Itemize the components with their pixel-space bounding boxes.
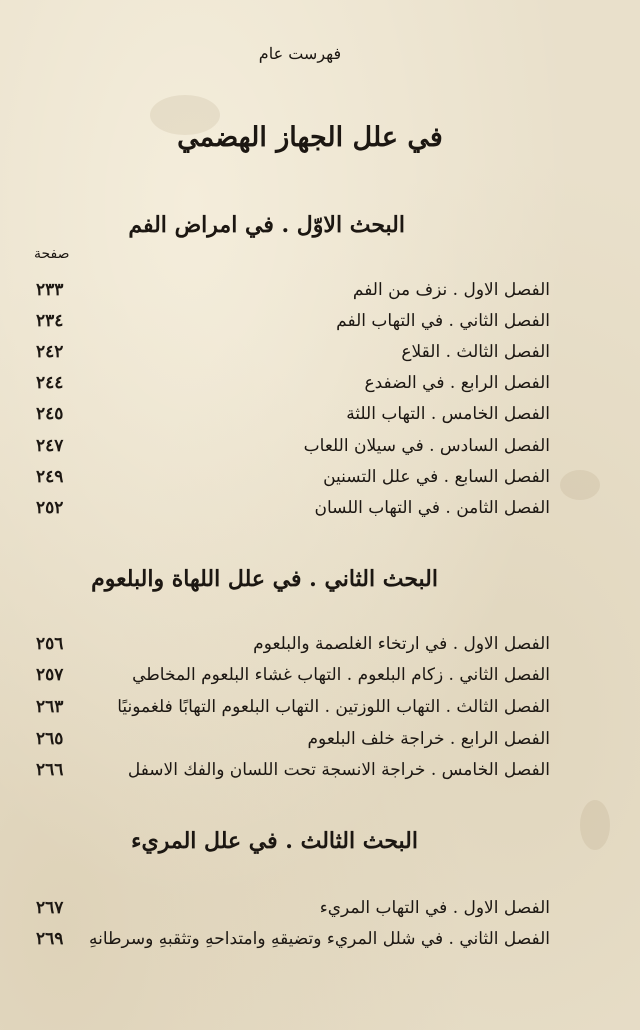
toc-entry-page: ٢٤٧ <box>36 436 64 456</box>
toc-entry-page: ٢٤٢ <box>36 342 64 362</box>
toc-row <box>0 280 640 310</box>
toc-entry-page: ٢٦٥ <box>36 729 64 749</box>
toc-row <box>0 665 640 695</box>
toc-entry-page: ٢٦٣ <box>36 697 64 717</box>
toc-entry-page: ٢٤٥ <box>36 404 64 424</box>
toc-row <box>0 373 640 403</box>
toc-row <box>0 311 640 341</box>
toc-entry-title: الفصل الاول . في التهاب المريء <box>319 898 550 918</box>
toc-entry-title: الفصل الثالث . القلاع <box>401 342 550 362</box>
toc-entry-title: الفصل الخامس . خراجة الانسجة تحت اللسان والفك الاسفل <box>127 760 550 780</box>
toc-entry-title: الفصل الثامن . في التهاب اللسان <box>314 498 550 518</box>
toc-entry-page: ٢٦٩ <box>36 929 64 949</box>
running-head: فهرست عام <box>258 44 342 63</box>
toc-row <box>0 929 640 959</box>
toc-entry-title: الفصل الاول . في ارتخاء الغلصمة والبلعوم <box>253 634 550 654</box>
toc-entry-title: الفصل السابع . في علل التسنين <box>323 467 550 487</box>
toc-entry-page: ٢٦٧ <box>36 898 64 918</box>
toc-entry-title: الفصل السادس . في سيلان اللعاب <box>303 436 550 456</box>
toc-entry-page: ٢٥٢ <box>36 498 64 518</box>
toc-entry-title: الفصل الخامس . التهاب اللثة <box>346 404 550 424</box>
toc-entry-page: ٢٤٩ <box>36 467 64 487</box>
toc-entry-page: ٢٤٤ <box>36 373 64 393</box>
section-title-2: البحث الثاني . في علل اللهاة والبلعوم <box>91 566 438 592</box>
toc-entry-title: الفصل الثاني . في شلل المريء وتضيقهِ وامتداحهِ وتثقبهِ وسرطانهِ <box>89 929 550 949</box>
toc-entry-title: الفصل الرابع . في الضفدع <box>364 373 550 393</box>
toc-entry-title: الفصل الثاني . زكام البلعوم . التهاب غشاء البلعوم المخاطي <box>132 665 550 685</box>
section-title-3: البحث الثالث . في علل المريء <box>131 828 418 854</box>
toc-row <box>0 467 640 497</box>
toc-entry-page: ٢٥٦ <box>36 634 64 654</box>
section-title-1: البحث الاوّل . في امراض الفم <box>128 212 405 238</box>
toc-row <box>0 634 640 664</box>
toc-entry-title: الفصل الرابع . خراجة خلف البلعوم <box>307 729 550 749</box>
toc-entry-page: ٢٣٤ <box>36 311 64 331</box>
toc-row <box>0 760 640 790</box>
toc-entry-page: ٢٥٧ <box>36 665 64 685</box>
toc-row <box>0 404 640 434</box>
toc-entry-page: ٢٦٦ <box>36 760 64 780</box>
toc-entry-title: الفصل الثاني . في التهاب الفم <box>336 311 550 331</box>
toc-row <box>0 898 640 928</box>
toc-entry-title: الفصل الاول . نزف من الفم <box>352 280 550 300</box>
toc-row <box>0 342 640 372</box>
paper-stain <box>580 800 610 850</box>
toc-row <box>0 697 640 727</box>
toc-entry-title: الفصل الثالث . التهاب اللوزتين . التهاب البلعوم التهابًا فلغمونيًا <box>117 697 550 717</box>
toc-row <box>0 729 640 759</box>
page-title: في علل الجهاز الهضمي <box>177 122 443 153</box>
toc-row <box>0 498 640 528</box>
toc-row <box>0 436 640 466</box>
toc-entry-page: ٢٣٣ <box>36 280 64 300</box>
page-column-label: صفحة <box>34 246 70 262</box>
